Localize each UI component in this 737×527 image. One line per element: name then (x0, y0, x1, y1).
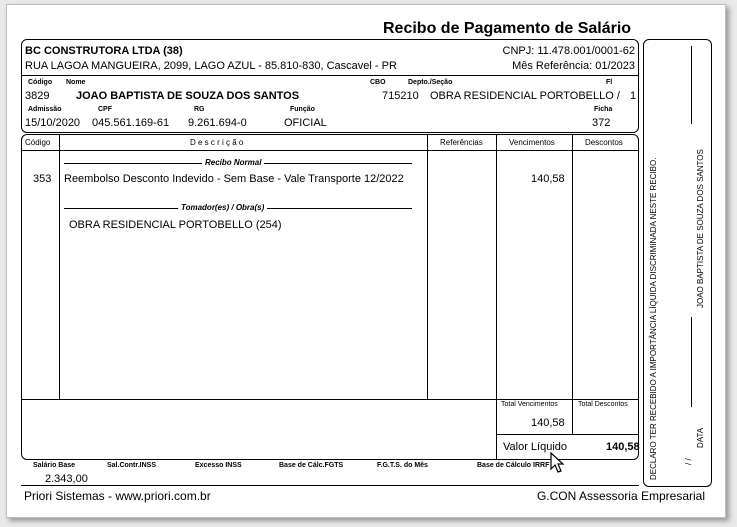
company-address: RUA LAGOA MANGUEIRA, 2099, LAGO AZUL - 85.810-830, Cascavel - PR (25, 60, 397, 72)
column-header-divider (22, 150, 638, 151)
document-title: Recibo de Pagamento de Salário (383, 20, 632, 37)
col-header-vencimentos: Vencimentos (509, 138, 555, 147)
label-fgts-mes: F.G.T.S. do Mês (377, 462, 428, 469)
employee-ficha: 372 (592, 117, 611, 129)
label-depto: Depto./Seção (408, 79, 453, 86)
item-description: Reembolso Desconto Indevido - Sem Base - Vale Transporte 12/2022 (64, 173, 404, 185)
label-admissao: Admissão (28, 106, 62, 113)
col-divider-2 (427, 135, 428, 399)
net-divider (496, 434, 638, 435)
signature-line-top (691, 46, 692, 124)
employee-function: OFICIAL (284, 117, 327, 129)
col-header-descricao: D e s c r i ç ã o (190, 138, 244, 147)
employee-fl: 1 (630, 90, 637, 102)
label-rg: RG (194, 106, 205, 113)
label-sal-contr-inss: Sal.Contr.INSS (107, 462, 157, 469)
section-tomador-title: Tomador(es) / Obra(s) (178, 203, 267, 212)
signature-box (643, 39, 712, 487)
label-base-fgts: Base de Cálc.FGTS (279, 462, 344, 469)
totals-divider (22, 399, 638, 400)
company-cnpj: CNPJ: 11.478.001/0001-62 (502, 45, 635, 57)
employee-cpf: 045.561.169-61 (92, 117, 170, 129)
payslip-document (6, 4, 726, 518)
label-fl: Fl (606, 79, 613, 86)
footer-left-credit: Priori Sistemas - www.priori.com.br (24, 489, 211, 503)
earnings-table (21, 134, 639, 460)
section-normal-title: Recibo Normal (202, 158, 264, 167)
signature-line-bottom (691, 317, 692, 407)
header-box (21, 39, 639, 133)
col-divider-4 (572, 135, 573, 435)
col-divider-3 (496, 135, 497, 460)
label-cpf: CPF (98, 106, 112, 113)
company-name: BC CONSTRUTORA LTDA (38) (25, 45, 183, 57)
col-header-codigo: Código (25, 138, 51, 147)
net-pay-label: Valor Líquido (503, 441, 568, 453)
employee-rg: 9.261.694-0 (188, 117, 247, 129)
item-code: 353 (33, 173, 52, 185)
reference-month: Mês Referência: 01/2023 (512, 60, 635, 72)
header-divider (22, 75, 638, 76)
total-earnings-label: Total Vencimentos (501, 401, 558, 408)
employee-code: 3829 (25, 90, 50, 102)
total-deductions-label: Total Descontos (578, 401, 628, 408)
label-codigo: Código (28, 79, 53, 86)
employee-cbo: 715210 (382, 90, 419, 102)
mouse-cursor-icon (550, 452, 566, 474)
date-slashes: / / (684, 458, 693, 465)
col-divider-1 (59, 135, 60, 399)
label-cbo: CBO (370, 79, 386, 86)
footer-right-credit: G.CON Assessoria Empresarial (536, 489, 705, 503)
employee-admission-date: 15/10/2020 (25, 117, 81, 129)
col-header-descontos: Descontos (585, 138, 623, 147)
signature-employee-name: JOAO BAPTISTA DE SOUZA DOS SANTOS (696, 149, 705, 308)
label-ficha: Ficha (594, 106, 613, 113)
salario-base-value: 2.343,00 (45, 473, 88, 485)
employee-department: OBRA RESIDENCIAL PORTOBELLO / (430, 90, 620, 102)
net-pay-value: 140,58 (606, 441, 640, 453)
total-earnings-value: 140,58 (531, 417, 565, 429)
employee-name: JOAO BAPTISTA DE SOUZA DOS SANTOS (76, 90, 300, 102)
label-funcao: Função (290, 106, 315, 113)
col-header-referencias: Referências (440, 138, 483, 147)
item-earning: 140,58 (531, 173, 565, 185)
label-salario-base: Salário Base (33, 462, 76, 469)
label-base-irrf: Base de Cálculo IRRF (477, 462, 550, 469)
declaration-text: DECLARO TER RECEBIDO A IMPORTÂNCIA LÍQUIDA DISCRIMINADA NESTE RECIBO. (649, 157, 658, 480)
label-nome: Nome (66, 79, 86, 86)
tomador-name: OBRA RESIDENCIAL PORTOBELLO (254) (69, 219, 282, 231)
date-label: DATA (696, 427, 705, 448)
bases-bottom-rule (21, 485, 639, 486)
label-excesso-inss: Excesso INSS (195, 462, 242, 469)
